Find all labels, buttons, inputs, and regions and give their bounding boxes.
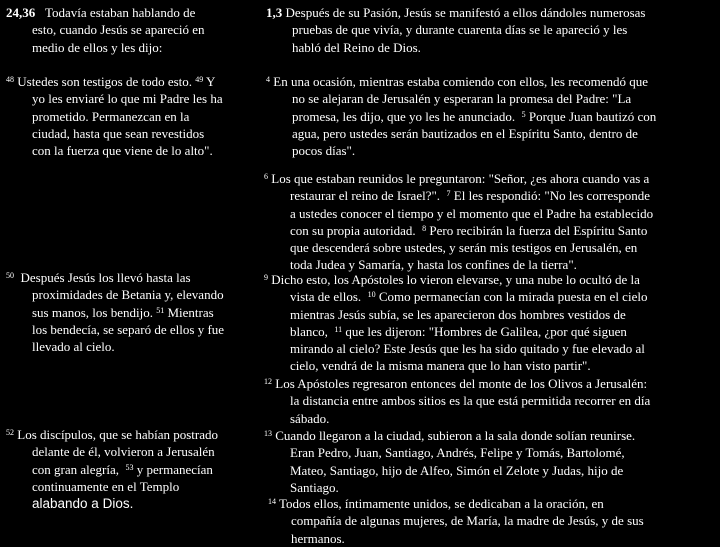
verse-text: sus manos, los bendijo.	[32, 304, 153, 320]
verse-number: 12	[264, 377, 272, 386]
verse-number: 8	[422, 223, 427, 233]
verse-number: 9	[264, 273, 268, 282]
right-passage-acts-1-9	[264, 271, 647, 375]
verse-reference: 24,36	[6, 5, 36, 20]
verse-text: Dicho esto, los Apóstoles lo vieron elevarse, y una nube lo ocultó de la	[271, 272, 640, 287]
verse-text: proximidades de Betania y, elevando	[32, 287, 224, 303]
verse-text: Ustedes son testigos de todo esto.	[17, 74, 193, 89]
verse-number: 10	[367, 290, 376, 300]
verse-text: que descenderá sobre ustedes, y serán mis testigos en Jerusalén, en	[290, 240, 638, 256]
verse-text: con gran alegría,	[32, 461, 119, 477]
verse-text: Los Apóstoles regresaron entonces del monte de los Olivos a Jerusalén:	[275, 376, 648, 391]
verse-text: delante de él, volvieron a Jerusalén	[32, 444, 215, 460]
verse-text: pocos días".	[292, 143, 356, 159]
verse-text: cielo, vendrá de la misma manera que lo han visto partir".	[290, 358, 591, 374]
verse-text: no se alejaran de Jerusalén y esperaran la promesa del Padre: "La	[292, 91, 632, 107]
verse-text: Después de su Pasión, Jesús se manifestó a ellos dándoles numerosas	[285, 5, 646, 20]
verse-number: 4	[266, 75, 270, 84]
verse-text: En una ocasión, mientras estaba comiendo con ellos, les recomendó que	[273, 74, 648, 89]
verse-number: 51	[156, 305, 165, 315]
verse-text: prometido. Permanezcan en la	[32, 108, 190, 124]
verse-text: habló del Reino de Dios.	[292, 39, 421, 55]
verse-text: los bendecía, se separó de ellos y fue	[32, 321, 225, 337]
verse-text: con su propia autoridad.	[290, 222, 416, 238]
verse-text: blanco,	[290, 323, 328, 339]
verse-text: Mientras	[167, 304, 214, 320]
verse-number: 50	[6, 271, 14, 280]
verse-text: mientras Jesús subía, se les aparecieron dos hombres vestidos de	[290, 306, 626, 322]
right-passage-acts-1-12	[264, 375, 650, 427]
right-passage-acts-1-4	[266, 73, 656, 159]
verse-text: Todavía estaban hablando de	[45, 5, 196, 20]
verse-number: 7	[446, 189, 451, 199]
verse-text: Pero recibirán la fuerza del Espíritu Santo	[429, 222, 648, 238]
verse-text: Porque Juan bautizó con	[528, 108, 657, 124]
verse-text: ciudad, hasta que sean revestidos	[32, 125, 205, 141]
verse-number: 13	[264, 429, 272, 438]
verse-text: esto, cuando Jesús se apareció en	[32, 22, 205, 38]
verse-text: Como permanecían con la mirada puesta en el cielo	[378, 289, 648, 305]
verse-number: 53	[125, 462, 134, 472]
verse-text: Santiago.	[290, 479, 339, 495]
left-passage-luke-24-50	[6, 269, 224, 355]
verse-text: con la fuerza que viene de lo alto".	[32, 143, 213, 159]
verse-number: 11	[334, 324, 343, 334]
verse-text: hermanos.	[291, 530, 345, 546]
verse-text: Cuando llegaron a la ciudad, subieron a la sala donde solían reunirse.	[275, 428, 636, 443]
verse-text: Mateo, Santiago, hijo de Alfeo, Simón el Zelote y Judas, hijo de	[290, 462, 624, 478]
verse-number: 5	[521, 109, 526, 119]
verse-text: El les respondió: "No les corresponde	[453, 188, 651, 204]
right-passage-acts-1-3	[266, 4, 645, 56]
verse-number: 49	[195, 75, 204, 84]
verse-text: promesa, les dijo, que yo les he anunciado.	[292, 108, 516, 124]
verse-text: alabando a Dios.	[32, 496, 134, 512]
verse-text: a ustedes conocer el tiempo y el momento que el Padre ha establecido	[290, 205, 654, 221]
verse-text: sábado.	[290, 410, 330, 426]
verse-text: yo les enviaré lo que mi Padre les ha	[32, 91, 223, 107]
verse-text: agua, pero ustedes serán bautizados en el Espíritu Santo, dentro de	[292, 125, 638, 141]
verse-text: Y	[206, 74, 216, 89]
verse-text: restaurar el reino de Israel?".	[290, 188, 441, 204]
left-passage-luke-24-36	[6, 4, 205, 56]
verse-text: medio de ellos y les dijo:	[32, 39, 163, 55]
left-passage-luke-24-52	[6, 426, 218, 512]
verse-text: Después Jesús los llevó hasta las	[20, 270, 191, 285]
verse-reference: 1,3	[266, 5, 283, 20]
verse-text: compañía de algunas mujeres, de María, la madre de Jesús, y de sus	[291, 513, 644, 529]
verse-text: vista de ellos.	[290, 289, 362, 305]
verse-text: Los que estaban reunidos le preguntaron: "Señor, ¿es ahora cuando vas a	[271, 171, 650, 186]
verse-number: 48	[6, 75, 14, 84]
verse-text: continuamente en el Templo	[32, 478, 180, 494]
verse-number: 52	[6, 428, 14, 437]
verse-text: toda Judea y Samaría, y hasta los confines de la tierra".	[290, 257, 577, 273]
verse-text: Los discípulos, que se habían postrado	[17, 427, 218, 442]
right-passage-acts-1-14	[268, 495, 644, 547]
right-passage-acts-1-6	[264, 170, 653, 274]
verse-number: 14	[268, 497, 276, 506]
left-passage-luke-24-48	[6, 73, 223, 159]
verse-text: Todos ellos, íntimamente unidos, se dedicaban a la oración, en	[279, 496, 604, 511]
verse-number: 6	[264, 172, 268, 181]
right-passage-acts-1-13	[264, 427, 635, 496]
verse-text: que les dijeron: "Hombres de Galilea, ¿por qué siguen	[345, 323, 627, 339]
verse-text: la distancia entre ambos sitios es la que está permitida recorrer en día	[290, 393, 651, 409]
verse-text: pruebas de que vivía, y durante cuarenta días se le apareció y les	[292, 22, 628, 38]
verse-text: mirando al cielo? Este Jesús que les ha sido quitado y fue elevado al	[290, 341, 645, 357]
verse-text: llevado al cielo.	[32, 339, 115, 355]
verse-text: Eran Pedro, Juan, Santiago, Andrés, Felipe y Tomás, Bartolomé,	[290, 445, 625, 461]
verse-text: y permanecían	[136, 461, 213, 477]
